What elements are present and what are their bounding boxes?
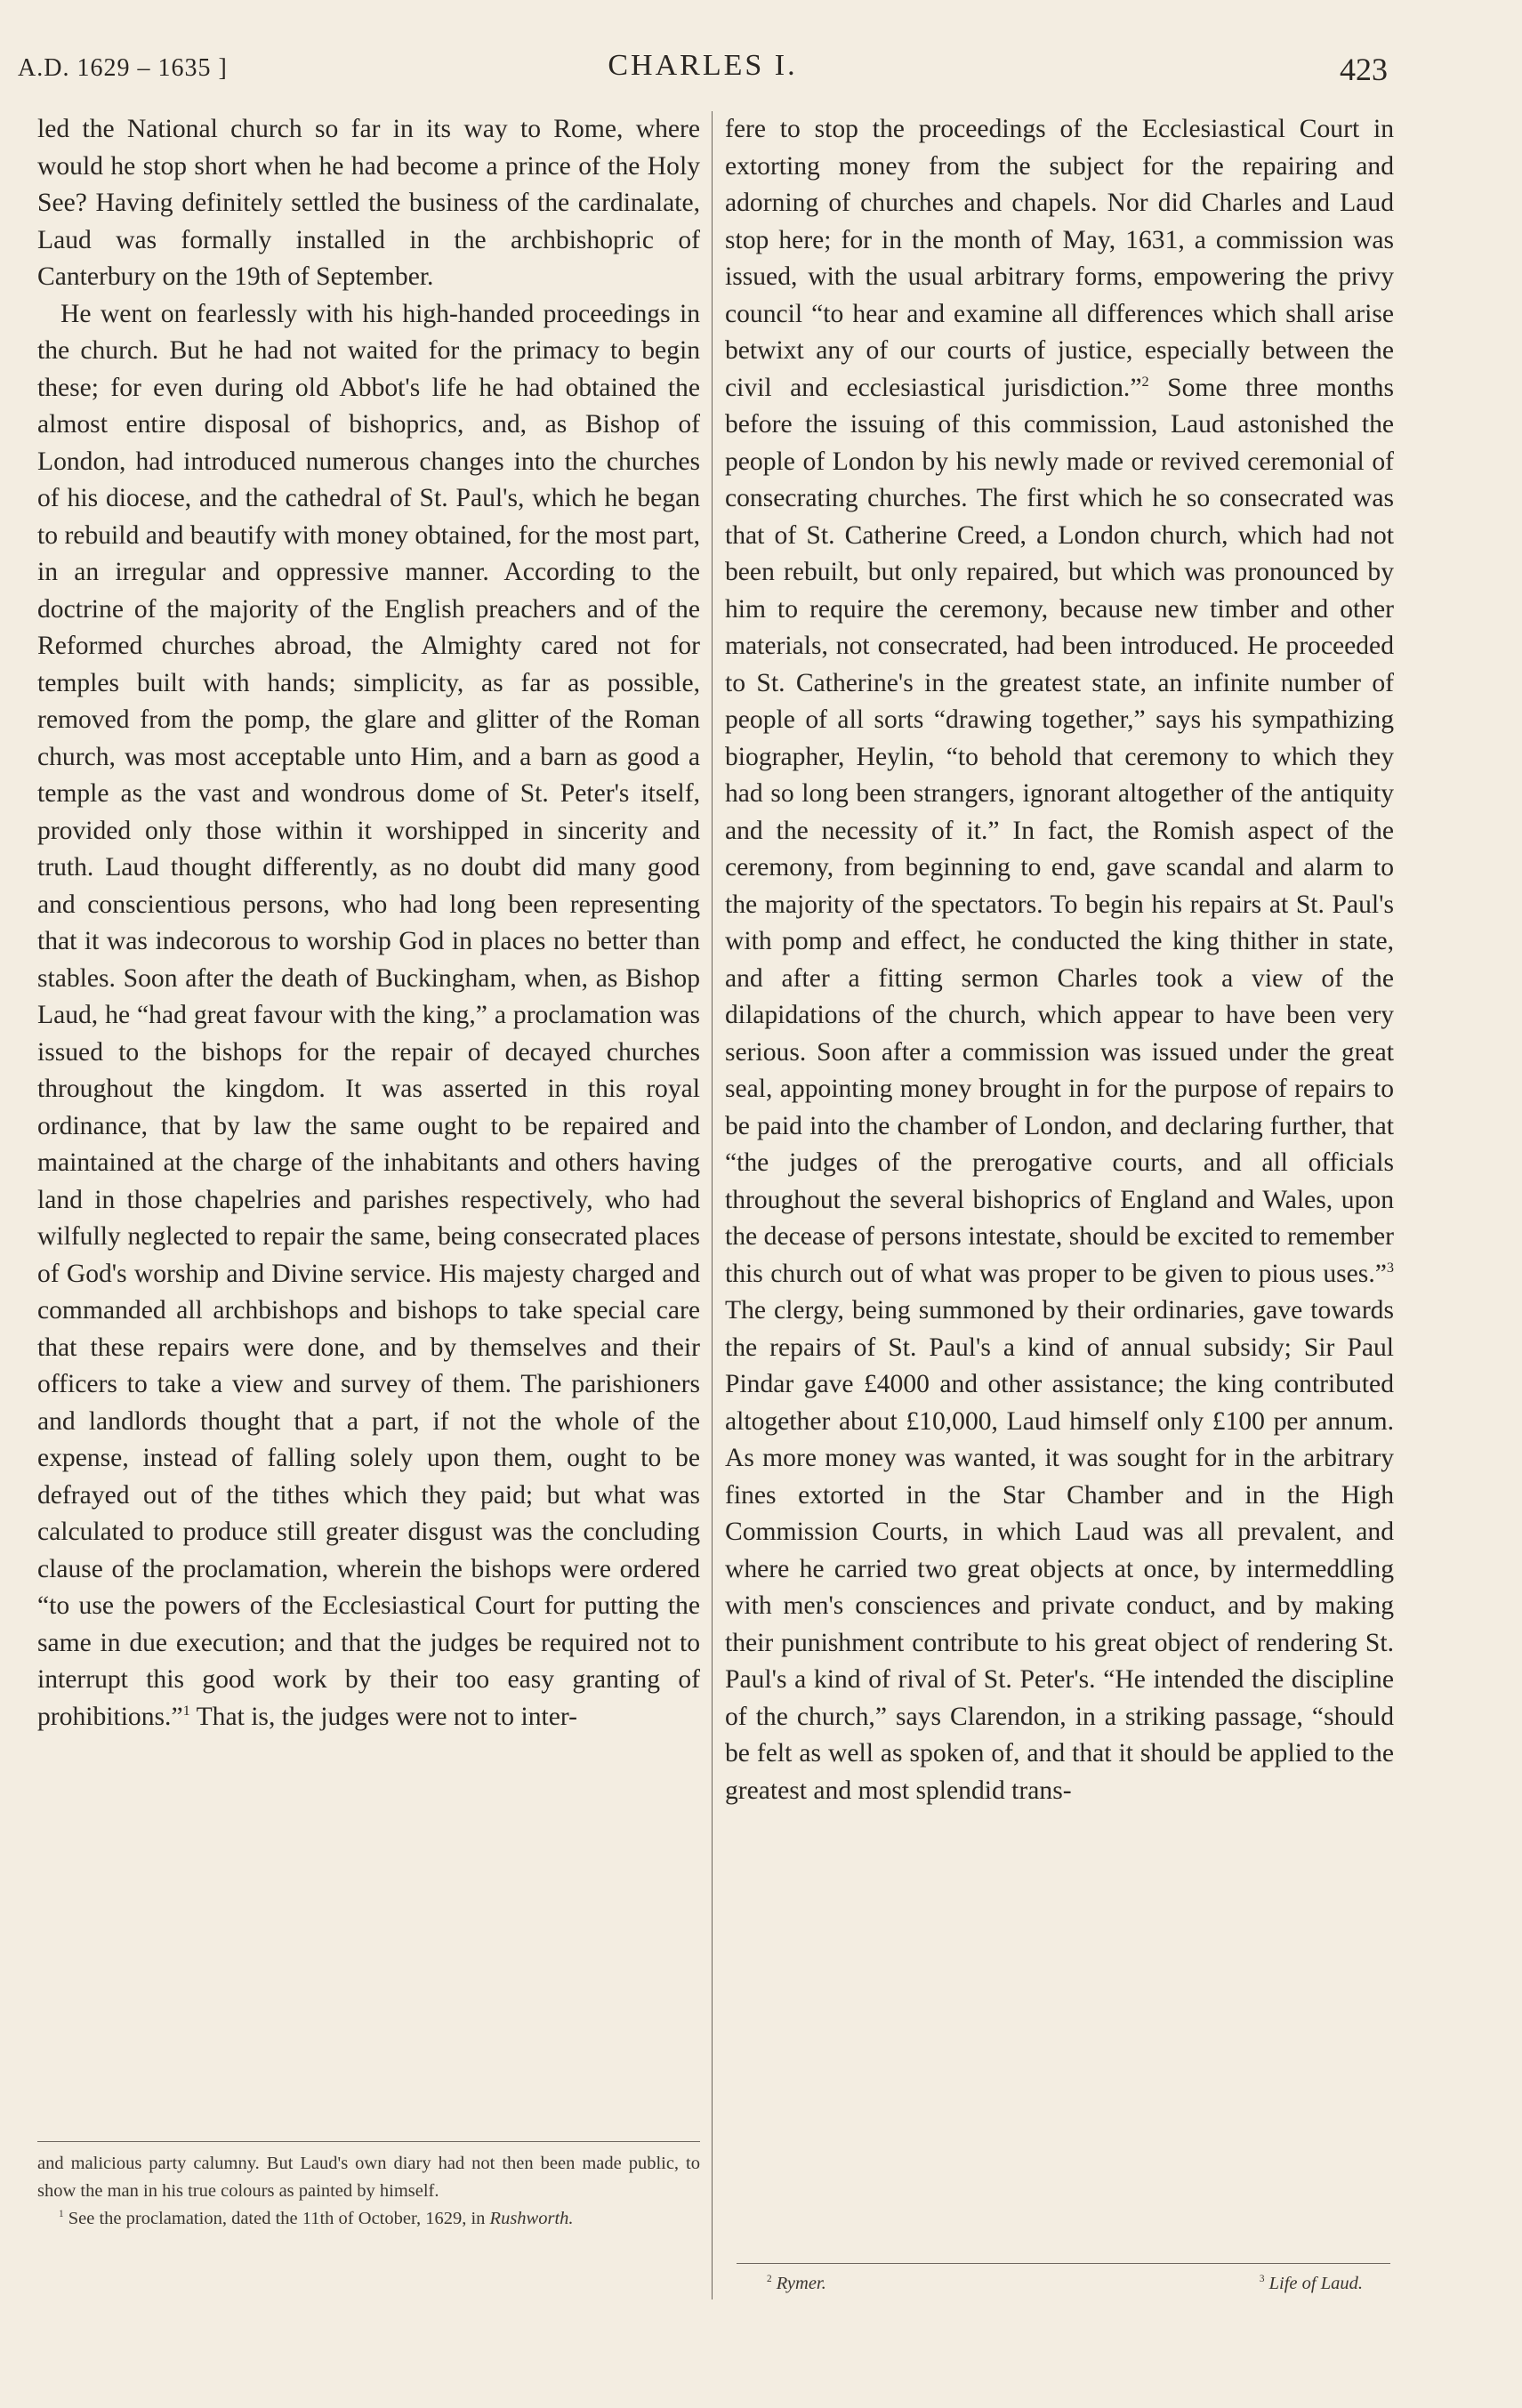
footnote-1-source: Rushworth. (489, 2209, 574, 2228)
right-paragraph-1-text-c: The clergy, being summoned by their ordinaries, gave towards the repairs of St. Paul's a kind of annual subsidy; Sir Paul Pindar gave £4000 and other assistance; the king contributed altogether about £10,000, Laud himself only £100 per annum. As more money was wanted, it was sought for in the arbitrary fines extorted in the Star Chamber and in the High Commission Courts, in which Laud was all prevalent, and where he carried two great objects at once, by intermeddling with men's consciences and private conduct, and by making their punishment contribute to his great object of rendering St. Paul's a kind of rival of St. Peter's. “He intended the discipline of the church,” says Clarendon, in a striking passage, “should be felt as well as spoken of, and that it should be applied to the greatest and most splendid trans- (725, 1296, 1394, 1805)
footnote-1-text: See the proclamation, dated the 11th of October, 1629, in (63, 2209, 490, 2228)
footnote-3 (1260, 2270, 1363, 2298)
footnote-3-mark: 3 (1259, 2274, 1265, 2285)
footnote-2-mark: 2 (767, 2274, 772, 2285)
footnote-continued: and malicious party calumny. But Laud's own diary had not then been made public, to show the man in his true colours as painted by himself. (37, 2154, 700, 2201)
footnote-ref-2: 2 (1141, 372, 1149, 390)
right-column (725, 111, 1394, 1809)
page-number: 423 (1340, 52, 1388, 87)
footnote-rule-left (37, 2141, 700, 2142)
left-column (37, 111, 700, 1736)
footnote-3-text: Life of Laud. (1264, 2274, 1363, 2293)
footnote-rule-right (737, 2263, 1390, 2264)
left-paragraph-1: led the National church so far in its way to Rome, where would he stop short when he had become a prince of the Holy See? Having definitely settled the business of the cardinalate, Laud was formally installed in the archbishopric of Canterbury on the 19th of September. (37, 115, 700, 291)
running-header (18, 49, 1388, 93)
left-paragraph-2-text: He went on fearlessly with his high-handed proceedings in the church. But he had not waited for the primacy to begin these; for even during old Abbot's life he had obtained the almost entire disposal of bishoprics, and, as Bishop of London, had introduced numerous changes into the churches of his diocese, and the cathedral of St. Paul's, which he began to rebuild and beautify with money obtained, for the most part, in an irregular and oppressive manner. According to the doctrine of the majority of the English preachers and of the Reformed churches abroad, the Almighty cared not for temples built with hands; simplicity, as far as possible, removed from the pomp, the glare and glitter of the Roman church, was most acceptable unto Him, and a barn as good a temple as the vast and wondrous dome of St. Peter's itself, provided only those within it worshipped in sincerity and truth. Laud thought differently, as no doubt did many good and conscientious persons, who had long been representing that it was indecorous to worship God in places no better than stables. Soon after the death of Buckingham, when, as Bishop Laud, he “had great favour with the king,” a proclamation was issued to the bishops for the repair of decayed churches throughout the kingdom. It was asserted in this royal ordinance, that by law the same ought to be repaired and maintained at the charge of the inhabitants and others having land in those chapelries and parishes respectively, who had wilfully neglected to repair the same, being consecrated places of God's worship and Divine service. His majesty charged and commanded all archbishops and bishops to take special care that these repairs were done, and by themselves and their officers to take a view and survey of them. The parishioners and landlords thought that a part, if not the whole of the expense, instead of falling solely upon them, ought to be defrayed out of the tithes which they paid; but what was calculated to produce still greater disgust was the concluding clause of the proclamation, wherein the bishops were ordered “to use the powers of the Ecclesiastical Court for putting the same in due execution; and that the judges be required not to interrupt this good work by their too easy granting of prohibitions.” (37, 299, 700, 1731)
right-paragraph-1 (725, 111, 1394, 1809)
footnotes-left (37, 2150, 700, 2233)
footnote-1-mark: 1 (59, 2209, 64, 2220)
column-divider (712, 111, 713, 2299)
footnote-ref-3: 3 (1386, 1258, 1394, 1276)
footnote-2-text: Rymer. (771, 2274, 826, 2293)
header-dates: A.D. 1629 – 1635 ] (18, 54, 228, 82)
right-paragraph-1-text-a: fere to stop the proceedings of the Ecclesiastical Court in extorting money from the subject for the repairing and adorning of churches and chapels. Nor did Charles and Laud stop here; for in the month of May, 1631, a commission was issued, with the usual arbitrary forms, empowering the privy council “to hear and examine all differences which shall arise betwixt any of our courts of justice, especially between the civil and ecclesiastical jurisdiction.” (725, 115, 1394, 402)
footnote-ref-1: 1 (182, 1701, 190, 1719)
right-paragraph-1-text-b: Some three months before the issuing of this commission, Laud astonished the people of London by his newly made or revived ceremonial of consecrating churches. The first which he so consecrated was that of St. Catherine Creed, a London church, which had not been rebuilt, but only repaired, but which was pronounced by him to require the ceremony, because new timber and other materials, not consecrated, had been introduced. He proceeded to St. Catherine's in the greatest state, an infinite number of people of all sorts “drawing together,” says his sympathizing biographer, Heylin, “to behold that ceremony to which they had so long been strangers, ignorant altogether of the antiquity and the necessity of it.” In fact, the Romish aspect of the ceremony, from beginning to end, gave scandal and alarm to the majority of the spectators. To begin his repairs at St. Paul's with pomp and effect, he conducted the king thither in state, and after a fitting sermon Charles took a view of the dilapidations of the church, which appear to have been very serious. Soon after a commission was issued under the great seal, appointing money brought in for the purpose of repairs to be paid into the chamber of London, and declaring further, that “the judges of the prerogative courts, and all officials throughout the several bishoprics of England and Wales, upon the decease of persons intestate, should be excited to remember this church out of what was proper to be given to pious uses.” (725, 373, 1394, 1288)
left-paragraph-2 (37, 296, 700, 1736)
footnote-2 (767, 2270, 826, 2298)
header-title: CHARLES I. (608, 49, 798, 82)
footnote-1 (37, 2205, 700, 2233)
left-paragraph-2-tail: That is, the judges were not to inter- (189, 1702, 577, 1731)
